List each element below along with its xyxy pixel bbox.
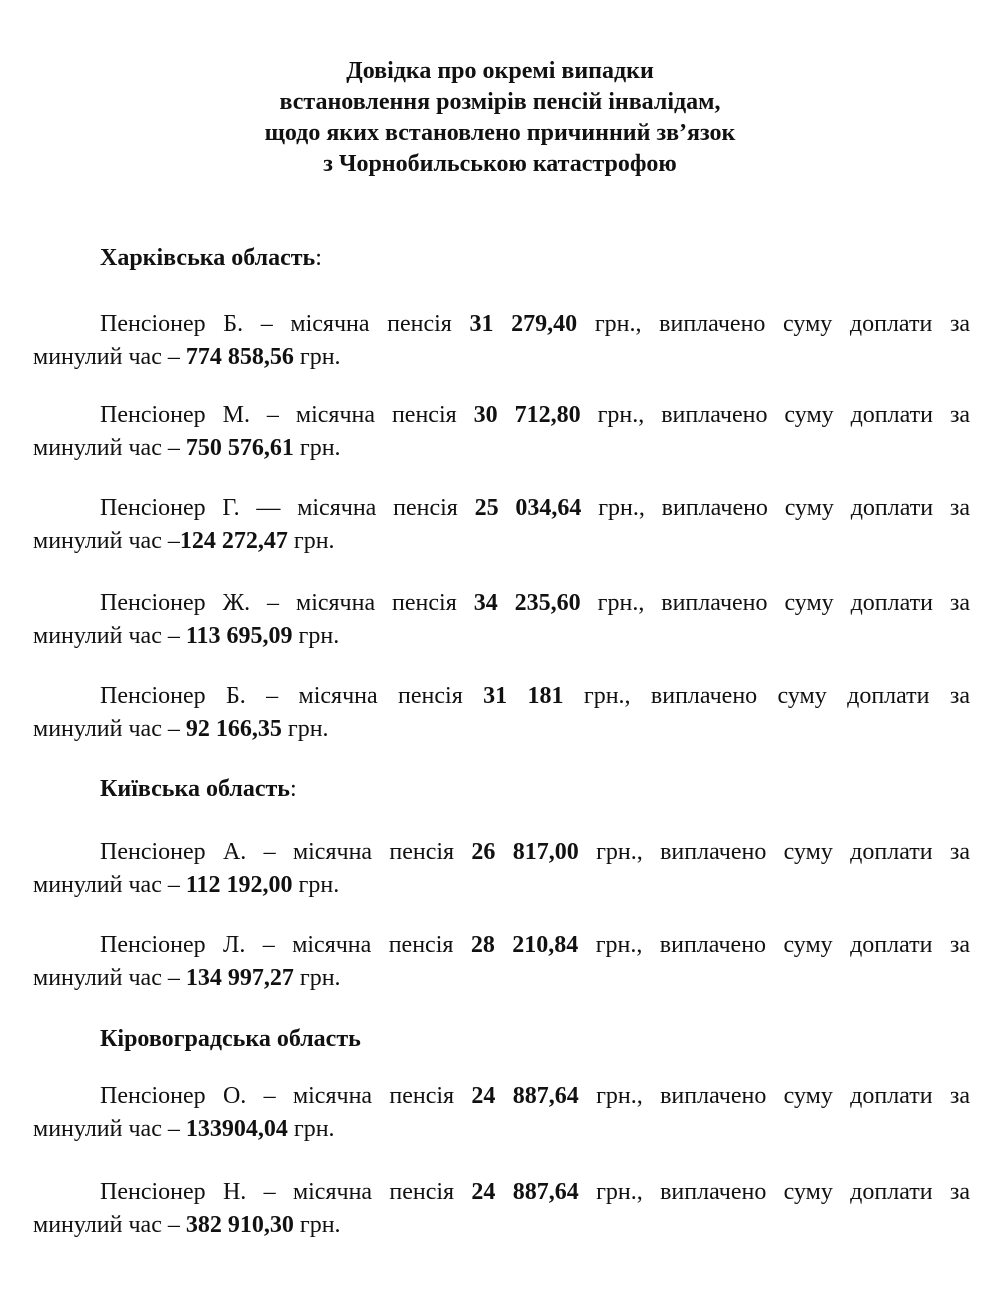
supplement-label: грн., виплачено суму доплати за (597, 402, 971, 428)
pensioner-name: Пенсіонер Б. (100, 683, 246, 709)
title-line: Довідка про окремі випадки (346, 58, 654, 84)
punctuation: – (161, 528, 180, 554)
entry-line (33, 587, 970, 620)
punctuation: – (266, 402, 279, 428)
punctuation: – (161, 435, 186, 461)
past-time-label: минулий час (33, 872, 162, 898)
past-time-label: минулий час (33, 1116, 162, 1142)
past-amount: 113 695,09 (185, 623, 293, 649)
region-heading (100, 243, 322, 273)
currency-label: грн. (299, 1212, 341, 1238)
past-time-label: минулий час (33, 344, 162, 370)
punctuation: – (161, 716, 186, 742)
monthly-amount: 24 887,64 (471, 1083, 579, 1109)
pension-entry (33, 929, 970, 995)
punctuation: : (289, 776, 297, 802)
entry-line (33, 1080, 970, 1113)
monthly-amount: 30 712,80 (473, 402, 581, 428)
currency-label: грн. (299, 435, 341, 461)
punctuation: – (262, 932, 275, 958)
currency-label: грн. (293, 528, 335, 554)
punctuation: – (161, 1116, 186, 1142)
entry-line (33, 1209, 970, 1242)
pensioner-name: Пенсіонер Г. (100, 495, 240, 521)
pensioner-name: Пенсіонер Н. (100, 1179, 247, 1205)
past-amount: 382 910,30 (185, 1212, 294, 1238)
pension-entry (33, 587, 970, 653)
entry-line (33, 869, 970, 902)
punctuation: – (263, 1179, 276, 1205)
entry-line (33, 962, 970, 995)
past-time-label: минулий час (33, 716, 162, 742)
past-time-label: минулий час (33, 623, 162, 649)
entry-line (33, 341, 970, 374)
currency-label: грн. (287, 716, 329, 742)
title-line: з Чорнобильською катастрофою (323, 151, 677, 177)
currency-label: грн. (298, 623, 340, 649)
monthly-amount: 31 181 (483, 683, 564, 709)
entry-line (33, 1113, 970, 1146)
currency-label: грн. (293, 1116, 335, 1142)
monthly-amount: 28 210,84 (470, 932, 579, 958)
pension-entry (33, 308, 970, 374)
region-name: Київська область (100, 776, 290, 802)
monthly-pension-label: місячна пенсія (296, 590, 457, 616)
title-line: щодо яких встановлено причинний зв’язок (264, 120, 736, 146)
pension-entry (33, 399, 970, 465)
monthly-amount: 25 034,64 (474, 495, 582, 521)
monthly-amount: 34 235,60 (473, 590, 581, 616)
monthly-pension-label: місячна пенсія (292, 839, 455, 865)
punctuation: – (161, 965, 186, 991)
past-amount: 133904,04 (185, 1116, 288, 1142)
punctuation: – (263, 1083, 276, 1109)
currency-label: грн. (299, 965, 341, 991)
pension-entry (33, 836, 970, 902)
entry-line (33, 1176, 970, 1209)
pension-entry (33, 492, 970, 558)
monthly-amount: 24 887,64 (471, 1179, 579, 1205)
entry-line (33, 432, 970, 465)
punctuation: – (161, 1212, 186, 1238)
title-line: встановлення розмірів пенсій інвалідам, (279, 89, 721, 115)
punctuation: – (266, 683, 279, 709)
punctuation: – (161, 623, 186, 649)
punctuation: – (260, 311, 273, 337)
currency-label: грн. (298, 872, 340, 898)
past-amount: 134 997,27 (185, 965, 294, 991)
monthly-amount: 26 817,00 (471, 839, 579, 865)
past-amount: 774 858,56 (185, 344, 294, 370)
monthly-pension-label: місячна пенсія (292, 1083, 455, 1109)
pensioner-name: Пенсіонер М. (100, 402, 250, 428)
past-time-label: минулий час (33, 435, 162, 461)
pensioner-name: Пенсіонер Ж. (100, 590, 251, 616)
pensioner-name: Пенсіонер Л. (100, 932, 246, 958)
past-time-label: минулий час (33, 1212, 162, 1238)
past-time-label: минулий час (33, 528, 162, 554)
supplement-label: грн., виплачено суму доплати за (596, 1179, 971, 1205)
past-time-label: минулий час (33, 965, 162, 991)
monthly-pension-label: місячна пенсія (295, 402, 457, 428)
punctuation: : (315, 245, 322, 271)
pensioner-name: Пенсіонер Б. (100, 311, 244, 337)
region-name: Харківська область (100, 245, 316, 271)
entry-line (33, 836, 970, 869)
past-amount: 112 192,00 (185, 872, 293, 898)
entry-line (33, 399, 970, 432)
monthly-pension-label: місячна пенсія (292, 932, 454, 958)
past-amount: 124 272,47 (179, 528, 288, 554)
monthly-amount: 31 279,40 (469, 311, 578, 337)
monthly-pension-label: місячна пенсія (290, 311, 452, 337)
entry-line (33, 525, 970, 558)
entry-line (33, 492, 970, 525)
punctuation: – (161, 344, 186, 370)
punctuation: – (161, 872, 186, 898)
supplement-label: грн., виплачено суму доплати за (598, 495, 971, 521)
pension-entry (33, 1176, 970, 1242)
punctuation: – (263, 839, 276, 865)
currency-label: грн. (299, 344, 341, 370)
entry-line (33, 620, 970, 653)
supplement-label: грн., виплачено суму доплати за (597, 590, 971, 616)
entry-line (33, 680, 970, 713)
entry-line (33, 713, 970, 746)
punctuation: – (267, 590, 280, 616)
entry-line (33, 929, 970, 962)
region-heading (100, 774, 297, 804)
monthly-pension-label: місячна пенсія (298, 683, 463, 709)
supplement-label: грн., виплачено суму доплати за (595, 932, 971, 958)
pension-entry (33, 1080, 970, 1146)
monthly-pension-label: місячна пенсія (297, 495, 458, 521)
supplement-label: грн., виплачено суму доплати за (596, 839, 971, 865)
supplement-label: грн., виплачено суму доплати за (596, 1083, 971, 1109)
entry-line (33, 308, 970, 341)
document-title (0, 56, 1000, 180)
past-amount: 92 166,35 (185, 716, 282, 742)
pension-entry (33, 680, 970, 746)
pensioner-name: Пенсіонер О. (100, 1083, 247, 1109)
past-amount: 750 576,61 (185, 435, 294, 461)
monthly-pension-label: місячна пенсія (292, 1179, 455, 1205)
supplement-label: грн., виплачено суму доплати за (583, 683, 971, 709)
supplement-label: грн., виплачено суму доплати за (594, 311, 971, 337)
region-name: Кіровоградська область (100, 1026, 361, 1052)
punctuation: — (256, 495, 281, 521)
region-heading (100, 1024, 361, 1054)
pensioner-name: Пенсіонер А. (100, 839, 247, 865)
